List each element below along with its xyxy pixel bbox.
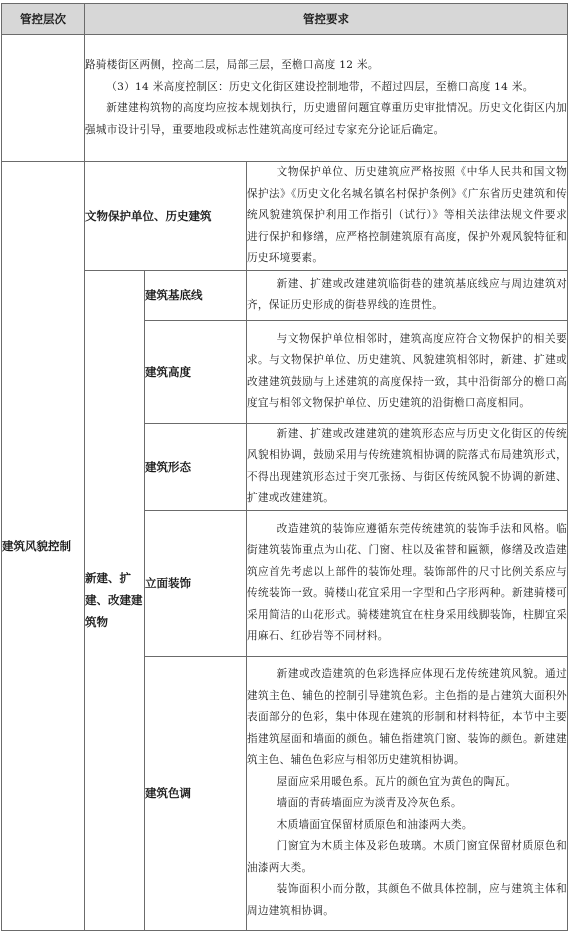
paragraph: 路骑楼街区两侧，控高二层，局部三层，至檐口高度 12 米。	[85, 59, 379, 71]
label-protected-buildings: 文物保护单位、历史建筑	[85, 162, 247, 271]
paragraph: 改造建筑的装饰应遵循东莞传统建筑的装饰手法和风格。临街建筑装饰重点为山花、门窗、柱以及雀替和匾额，修缮及改造建筑应首先考虑以上部件的装饰处理。装饰部件的尺寸比例关系应与传统装饰一致。骑楼山花宜采用一字型和凸字形两种。新建骑楼可采用简洁的山花形式。骑楼建筑宜在柱身采用线脚装饰，柱脚宜采用麻石、红砂岩等不同材料。	[247, 522, 568, 642]
paragraph: 墙面的青砖墙面应为淡青及冷灰色系。	[276, 797, 462, 809]
height-control-cell	[85, 35, 568, 162]
building-height-text	[247, 320, 568, 423]
header-level: 管控层次	[2, 4, 85, 35]
paragraph: 新建建构筑物的高度均应按本规划执行，历史遗留问题宜尊重历史审批情况。历史文化街区内加强城市设计引导，重要地段或标志性建筑高度可经过专家充分论证后确定。	[85, 102, 568, 136]
paragraph: 文物保护单位、历史建筑应严格按照《中华人民共和国文物保护法》《历史文化名城名镇名村保护条例》《广东省历史建筑和传统风貌建筑保护利用工作指引（试行）》等相关法律法规文件要求进行保护和修缮，应严格控制建筑原有高度，保护外观风貌特征和历史环境要素。	[247, 166, 568, 264]
empty-level-cell	[2, 35, 85, 162]
label-building-form: 建筑形态	[145, 423, 247, 510]
paragraph: 新建或改造建筑的色彩选择应体现石龙传统建筑风貌。通过建筑主色、辅色的控制引导建筑色彩。主色指的是占建筑大面积外表面部分的色彩，集中体现在建筑的形制和材料特征，本节中主要指建筑屋面和墙面的颜色。辅色指建筑门窗、装饰的颜色。新建建筑主色、辅色色彩应与相邻历史建筑相协调。	[247, 668, 568, 766]
paragraph: （3）14 米高度控制区：历史文化街区建设控制地带，不超过四层，至檐口高度 14 米。	[106, 80, 534, 93]
facade-decoration-text	[247, 510, 568, 656]
level-style-control: 建筑风貌控制	[2, 162, 85, 931]
table-row	[2, 35, 568, 162]
paragraph: 新建、扩建或改建建筑的建筑形态应与历史文化街区的传统风貌相协调，鼓励采用与传统建筑相协调的院落式布局建筑形式，不得出现建筑形态过于突兀张扬、与街区传统风貌不协调的新建、扩建或改建建筑。	[247, 427, 568, 504]
label-facade-decoration: 立面装饰	[145, 510, 247, 656]
label-building-color: 建筑色调	[145, 656, 247, 930]
paragraph: 与文物保护单位相邻时，建筑高度应符合文物保护的相关要求。与文物保护单位、历史建筑、风貌建筑相邻时，新建、扩建或改建建筑鼓励与上述建筑的高度保持一致，其中沿街部分的檐口高度宜与相邻文物保护单位、历史建筑的沿街檐口高度相同。	[247, 332, 568, 409]
protected-buildings-text	[247, 162, 568, 271]
label-baseline: 建筑基底线	[145, 270, 247, 320]
baseline-text	[247, 270, 568, 320]
table-row	[2, 270, 568, 320]
building-form-text	[247, 423, 568, 510]
header-requirements: 管控要求	[85, 4, 568, 35]
table-row	[2, 162, 568, 271]
paragraph: 新建、扩建或改建建筑临街巷的建筑基底线应与周边建筑对齐，保证历史形成的街巷界线的连贯性。	[247, 277, 568, 311]
table-header-row	[2, 4, 568, 35]
paragraph: 屋面应采用暖色系。瓦片的颜色宜为黄色的陶瓦。	[276, 775, 517, 788]
paragraph: 门窗宜为木质主体及彩色玻璃。木质门窗宜保留材质原色和油漆两大类。	[247, 840, 568, 874]
paragraph: 木质墙面宜保留材质原色和油漆两大类。	[276, 818, 473, 831]
regulation-table	[1, 3, 568, 931]
label-new-build: 新建、扩建、改建建筑物	[85, 270, 145, 930]
paragraph: 装饰面积小而分散，其颜色不做具体控制，应与建筑主体和周边建筑相协调。	[247, 883, 568, 917]
building-color-text	[247, 656, 568, 930]
label-building-height: 建筑高度	[145, 320, 247, 423]
